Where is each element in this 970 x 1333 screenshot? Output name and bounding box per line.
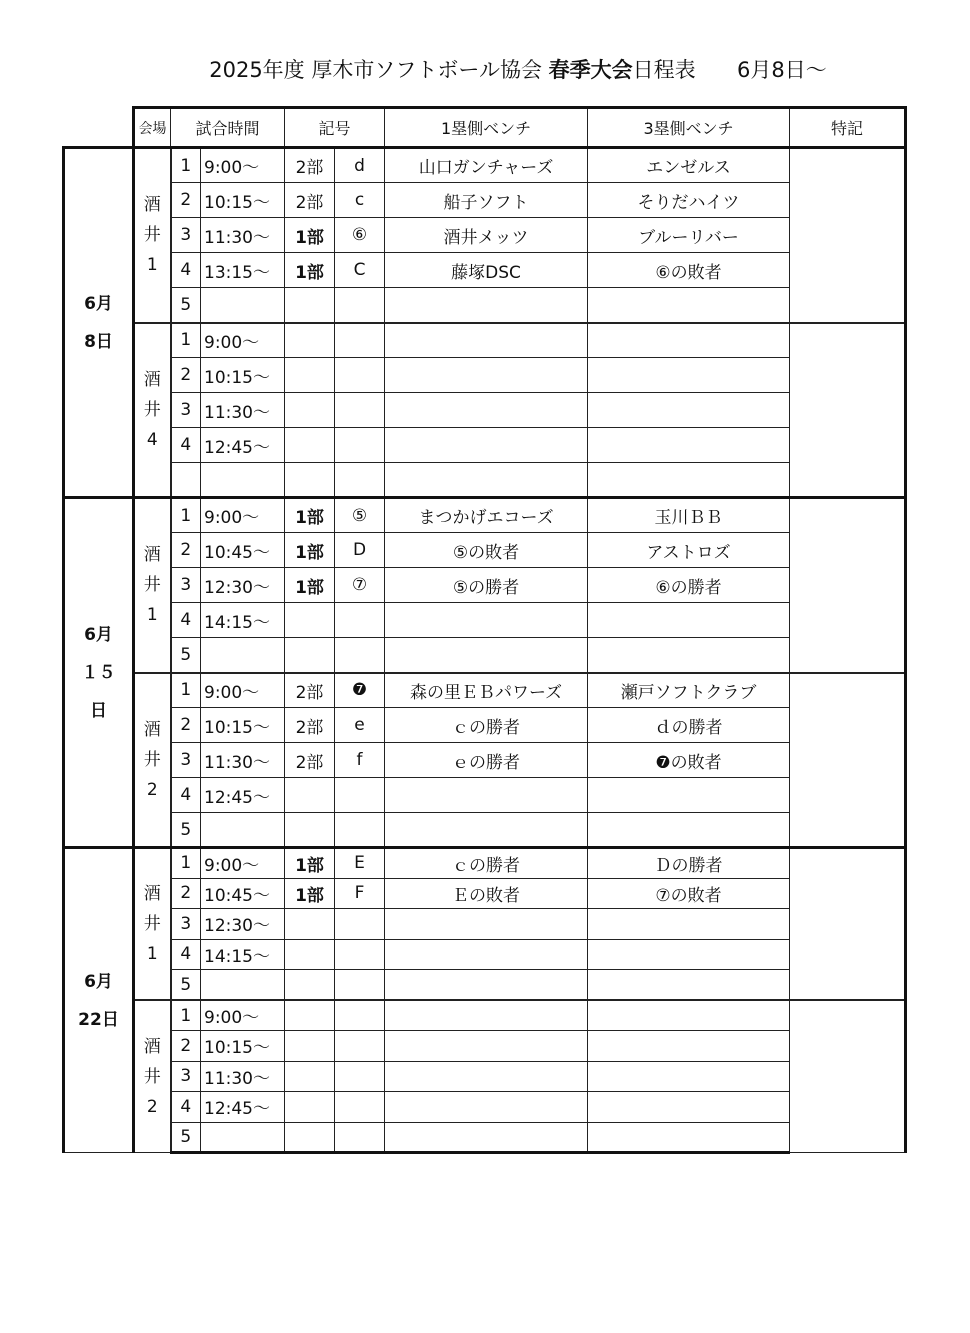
table-row (64, 909, 906, 940)
game-code: C (335, 253, 385, 288)
header-row (64, 108, 906, 148)
game-number: 3 (171, 909, 201, 940)
date-line: １５ (81, 662, 116, 683)
game-code (335, 288, 385, 323)
table-row (64, 428, 906, 463)
game-time: 11:30～ (201, 1061, 285, 1092)
game-time: 12:45～ (201, 1092, 285, 1123)
bench1-team: 山口ガンチャーズ (385, 148, 588, 183)
game-code (335, 813, 385, 848)
division-label (285, 358, 335, 393)
division-label (285, 778, 335, 813)
game-code (335, 463, 385, 498)
venue-line: 井 (143, 914, 161, 934)
bench1-team (385, 1061, 588, 1092)
division-label: 2部 (285, 743, 335, 778)
bench1-team: 藤塚DSC (385, 253, 588, 288)
bench3-team (588, 813, 790, 848)
game-code: c (335, 183, 385, 218)
bench3-team (588, 323, 790, 358)
table-row (64, 638, 906, 673)
bench1-team: Ｅの敗者 (385, 878, 588, 909)
division-label: 2部 (285, 673, 335, 708)
date-line: 日 (90, 700, 107, 721)
game-time: 12:30～ (201, 909, 285, 940)
table-row (64, 778, 906, 813)
division-label: 1部 (285, 253, 335, 288)
bench3-team: エンゼルス (588, 148, 790, 183)
table-row (64, 323, 906, 358)
game-code (335, 393, 385, 428)
bench1-team (385, 428, 588, 463)
bench3-team: そりだハイツ (588, 183, 790, 218)
header-bench3: 3塁側ベンチ (588, 108, 790, 148)
table-row (64, 813, 906, 848)
game-number: 1 (171, 673, 201, 708)
game-number: 2 (171, 358, 201, 393)
game-number: 1 (171, 323, 201, 358)
game-code: ⑤ (335, 498, 385, 533)
game-number: 3 (171, 218, 201, 253)
game-time: 12:45～ (201, 428, 285, 463)
bench3-team (588, 778, 790, 813)
bench3-team (588, 970, 790, 1001)
game-time: 10:15～ (201, 358, 285, 393)
venue-line: 酒 (143, 369, 161, 390)
game-code (335, 939, 385, 970)
game-code (335, 1122, 385, 1153)
game-number: 4 (171, 253, 201, 288)
venue-line: 酒 (143, 195, 161, 216)
bench1-team (385, 813, 588, 848)
bench3-team (588, 358, 790, 393)
game-time: 12:45～ (201, 778, 285, 813)
table-row (64, 463, 906, 498)
game-code: ❼ (335, 673, 385, 708)
table-row (64, 708, 906, 743)
game-number: 2 (171, 1031, 201, 1062)
note-cell (790, 323, 906, 498)
game-code (335, 1061, 385, 1092)
game-time: 11:30～ (201, 393, 285, 428)
game-time (201, 288, 285, 323)
bench1-team: 酒井メッツ (385, 218, 588, 253)
division-label (285, 1031, 335, 1062)
game-time: 12:30～ (201, 568, 285, 603)
table-row (64, 253, 906, 288)
game-code: d (335, 148, 385, 183)
game-time: 9:00～ (201, 148, 285, 183)
bench1-team: 森の里ＥＢパワーズ (385, 673, 588, 708)
bench3-team: アストロズ (588, 533, 790, 568)
venue-line: 井 (143, 575, 161, 596)
venue-line: 4 (146, 429, 158, 450)
table-row (64, 218, 906, 253)
title-suffix: 日程表 (632, 58, 696, 82)
game-number: 1 (171, 498, 201, 533)
bench1-team (385, 1122, 588, 1153)
bench1-team (385, 1092, 588, 1123)
table-row (64, 673, 906, 708)
game-code (335, 323, 385, 358)
game-code: ⑦ (335, 568, 385, 603)
bench1-team (385, 1000, 588, 1031)
bench1-team (385, 909, 588, 940)
division-label (285, 909, 335, 940)
table-row (64, 393, 906, 428)
game-code: E (335, 848, 385, 879)
venue-line: 酒 (143, 1036, 161, 1057)
venue-line: 1 (146, 944, 158, 964)
bench3-team: ブルーリバー (588, 218, 790, 253)
division-label (285, 1092, 335, 1123)
table-row (64, 1061, 906, 1092)
division-label (285, 970, 335, 1001)
note-cell (790, 498, 906, 673)
game-time: 10:45～ (201, 533, 285, 568)
table-row (64, 288, 906, 323)
venue-line: 1 (146, 605, 158, 626)
game-time (201, 463, 285, 498)
game-code (335, 1000, 385, 1031)
division-label (285, 288, 335, 323)
date-cell (64, 848, 134, 1153)
date-cell (64, 148, 134, 498)
division-label (285, 1122, 335, 1153)
header-bench1: 1塁側ベンチ (385, 108, 588, 148)
game-time: 10:15～ (201, 1031, 285, 1062)
game-time: 14:15～ (201, 939, 285, 970)
bench1-team (385, 1031, 588, 1062)
game-time: 9:00～ (201, 323, 285, 358)
bench3-team (588, 1092, 790, 1123)
table-row (64, 358, 906, 393)
bench1-team (385, 288, 588, 323)
bench1-team: 船子ソフト (385, 183, 588, 218)
bench1-team (385, 603, 588, 638)
bench1-team (385, 323, 588, 358)
game-code (335, 603, 385, 638)
division-label (285, 1061, 335, 1092)
venue-line: 酒 (143, 884, 161, 904)
game-time: 9:00～ (201, 848, 285, 879)
game-number: 2 (171, 708, 201, 743)
game-time: 10:15～ (201, 183, 285, 218)
game-number: 4 (171, 1092, 201, 1123)
venue-line: 2 (146, 779, 158, 800)
game-number: 4 (171, 428, 201, 463)
note-cell (790, 673, 906, 848)
game-number: 1 (171, 848, 201, 879)
game-time: 13:15～ (201, 253, 285, 288)
game-number: 5 (171, 813, 201, 848)
title-org: 厚木市ソフトボール協会 (311, 58, 542, 82)
game-code (335, 778, 385, 813)
bench3-team: ⑥の勝者 (588, 568, 790, 603)
game-code (335, 358, 385, 393)
bench3-team: 瀬戸ソフトクラブ (588, 673, 790, 708)
game-code: F (335, 878, 385, 909)
game-code: f (335, 743, 385, 778)
bench1-team (385, 970, 588, 1001)
game-time: 14:15～ (201, 603, 285, 638)
game-number: 1 (171, 148, 201, 183)
game-time: 9:00～ (201, 1000, 285, 1031)
table-row (64, 970, 906, 1001)
game-time: 9:00～ (201, 673, 285, 708)
bench3-team: 玉川ＢＢ (588, 498, 790, 533)
bench1-team: ⑤の敗者 (385, 533, 588, 568)
game-number: 2 (171, 183, 201, 218)
division-label (285, 393, 335, 428)
venue-line: 酒 (143, 719, 161, 740)
venue-line: 井 (143, 1066, 161, 1087)
division-label (285, 813, 335, 848)
table-row (64, 1031, 906, 1062)
division-label (285, 638, 335, 673)
game-time (201, 970, 285, 1001)
division-label (285, 603, 335, 638)
bench1-team (385, 638, 588, 673)
division-label: 1部 (285, 568, 335, 603)
venue-cell (134, 498, 171, 673)
venue-line: 酒 (143, 545, 161, 566)
bench3-team: ⑥の敗者 (588, 253, 790, 288)
date-cell (64, 498, 134, 848)
note-cell (790, 148, 906, 323)
division-label: 1部 (285, 878, 335, 909)
table-row (64, 743, 906, 778)
title-start-date: 6月8日～ (737, 58, 827, 82)
game-time (201, 1122, 285, 1153)
game-code (335, 638, 385, 673)
header-note: 特記 (790, 108, 906, 148)
game-number (171, 463, 201, 498)
division-label: 1部 (285, 498, 335, 533)
header-code: 記号 (285, 108, 385, 148)
division-label (285, 939, 335, 970)
bench3-team (588, 909, 790, 940)
bench3-team: ｄの勝者 (588, 708, 790, 743)
header-time: 試合時間 (171, 108, 285, 148)
bench1-team: ｃの勝者 (385, 848, 588, 879)
venue-cell (134, 673, 171, 848)
game-number: 3 (171, 568, 201, 603)
bench3-team (588, 1122, 790, 1153)
bench1-team: ｃの勝者 (385, 708, 588, 743)
title-year: 2025年度 (209, 58, 305, 82)
game-time: 11:30～ (201, 743, 285, 778)
game-code: ⑥ (335, 218, 385, 253)
game-time: 11:30～ (201, 218, 285, 253)
game-number: 3 (171, 1061, 201, 1092)
header-blank (64, 108, 134, 148)
venue-line: 井 (143, 399, 161, 420)
bench3-team (588, 393, 790, 428)
bench3-team (588, 603, 790, 638)
table-row (64, 1092, 906, 1123)
division-label (285, 428, 335, 463)
venue-cell (134, 323, 171, 498)
schedule-table (62, 106, 907, 1154)
game-number: 5 (171, 1122, 201, 1153)
bench3-team: ⑦の敗者 (588, 878, 790, 909)
game-time: 9:00～ (201, 498, 285, 533)
game-number: 5 (171, 288, 201, 323)
division-label (285, 323, 335, 358)
bench3-team (588, 638, 790, 673)
table-row (64, 498, 906, 533)
date-line: 6月 (84, 293, 113, 314)
bench3-team: ❼の敗者 (588, 743, 790, 778)
bench1-team (385, 393, 588, 428)
game-number: 1 (171, 1000, 201, 1031)
table-row (64, 939, 906, 970)
table-row (64, 148, 906, 183)
game-number: 2 (171, 533, 201, 568)
table-row (64, 183, 906, 218)
division-label: 1部 (285, 848, 335, 879)
game-code (335, 970, 385, 1001)
game-number: 3 (171, 393, 201, 428)
game-number: 4 (171, 778, 201, 813)
division-label: 2部 (285, 183, 335, 218)
game-code (335, 1031, 385, 1062)
division-label: 1部 (285, 533, 335, 568)
game-time: 10:45～ (201, 878, 285, 909)
bench3-team (588, 1061, 790, 1092)
page-title (0, 54, 970, 84)
bench1-team: ⑤の勝者 (385, 568, 588, 603)
division-label (285, 1000, 335, 1031)
game-time: 10:15～ (201, 708, 285, 743)
table-row (64, 603, 906, 638)
bench3-team (588, 1000, 790, 1031)
game-number: 3 (171, 743, 201, 778)
bench3-team (588, 1031, 790, 1062)
bench3-team (588, 939, 790, 970)
game-code (335, 909, 385, 940)
game-number: 4 (171, 939, 201, 970)
note-cell (790, 848, 906, 1001)
game-time (201, 813, 285, 848)
game-code (335, 428, 385, 463)
table-row (64, 848, 906, 879)
bench1-team: まつかげエコーズ (385, 498, 588, 533)
date-line: 6月 (84, 971, 113, 992)
bench1-team: ｅの勝者 (385, 743, 588, 778)
bench1-team (385, 778, 588, 813)
division-label: 1部 (285, 218, 335, 253)
game-code (335, 1092, 385, 1123)
table-row (64, 1000, 906, 1031)
bench1-team (385, 463, 588, 498)
division-label (285, 463, 335, 498)
table-row (64, 878, 906, 909)
venue-cell (134, 148, 171, 323)
game-code: D (335, 533, 385, 568)
bench3-team (588, 463, 790, 498)
date-line: 6月 (84, 624, 113, 645)
game-number: 4 (171, 603, 201, 638)
table-row (64, 533, 906, 568)
bench3-team (588, 288, 790, 323)
game-code: e (335, 708, 385, 743)
venue-line: 1 (146, 255, 158, 276)
game-number: 5 (171, 970, 201, 1001)
game-time (201, 638, 285, 673)
venue-cell (134, 848, 171, 1001)
bench3-team: Ｄの勝者 (588, 848, 790, 879)
venue-cell (134, 1000, 171, 1153)
table-row (64, 1122, 906, 1153)
venue-line: 井 (143, 749, 161, 770)
division-label: 2部 (285, 148, 335, 183)
date-line: 8日 (84, 331, 113, 352)
header-venue: 会場 (134, 108, 171, 148)
game-number: 2 (171, 878, 201, 909)
venue-line: 2 (146, 1096, 158, 1117)
note-cell (790, 1000, 906, 1153)
date-line: 22日 (78, 1009, 119, 1030)
game-number: 5 (171, 638, 201, 673)
bench3-team (588, 428, 790, 463)
bench1-team (385, 939, 588, 970)
venue-line: 井 (143, 225, 161, 246)
division-label: 2部 (285, 708, 335, 743)
title-event: 春季大会 (548, 58, 633, 82)
bench1-team (385, 358, 588, 393)
table-row (64, 568, 906, 603)
